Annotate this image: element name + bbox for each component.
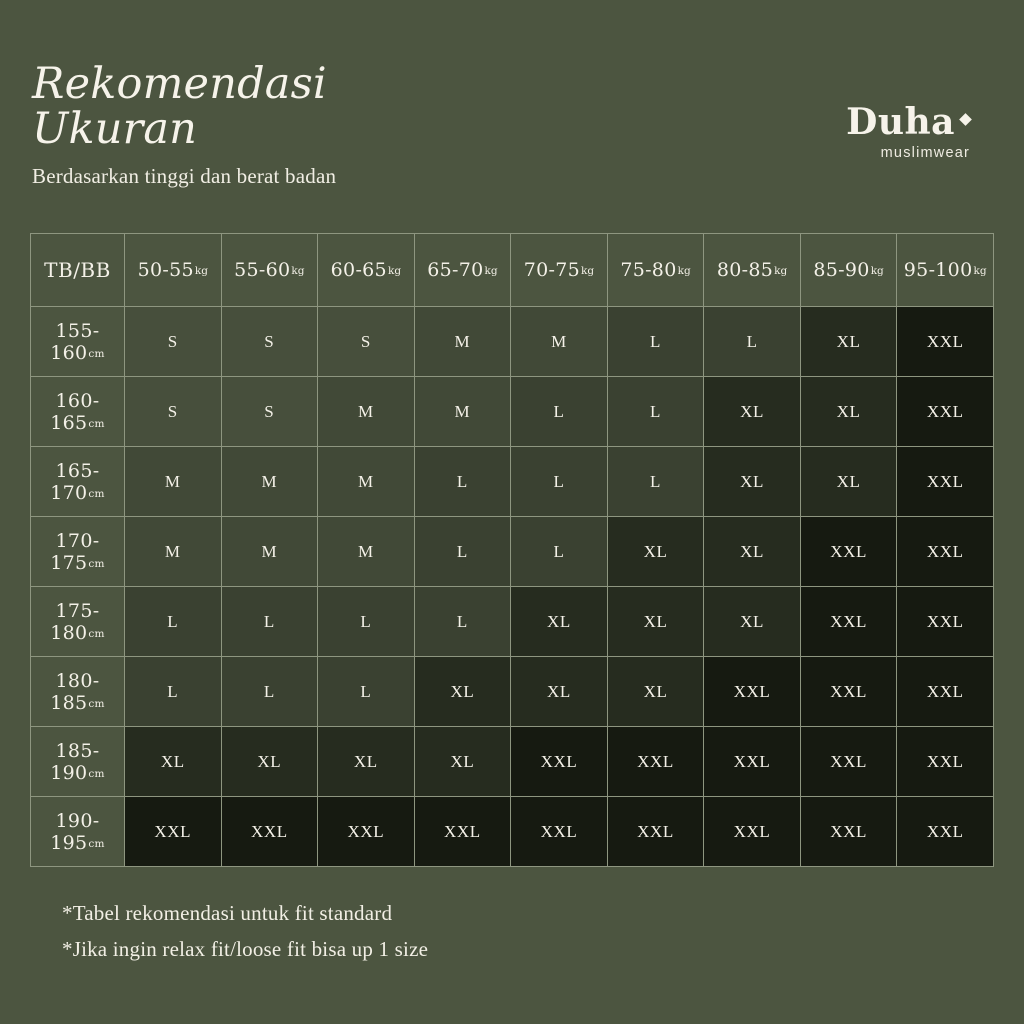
row-header-label: 155-160 [50, 319, 100, 364]
table-row [31, 727, 994, 797]
size-cell: L [414, 517, 511, 587]
size-cell: XXL [897, 727, 994, 797]
size-cell: L [607, 307, 704, 377]
size-cell: S [221, 377, 318, 447]
size-cell: S [318, 307, 415, 377]
size-cell: L [511, 517, 608, 587]
column-header-weight [221, 234, 318, 307]
size-cell: XXL [607, 797, 704, 867]
size-cell: M [318, 377, 415, 447]
size-cell: XXL [800, 797, 897, 867]
column-header-label: 95-100 [903, 259, 973, 282]
size-cell: XL [221, 727, 318, 797]
row-header-height [31, 727, 125, 797]
size-cell: XL [125, 727, 222, 797]
column-header-unit: kg [774, 265, 788, 278]
footnote: *Jika ingin relax fit/loose fit bisa up 1 size [62, 937, 429, 962]
table-row [31, 447, 994, 517]
table-header [31, 234, 994, 307]
column-header-unit: kg [973, 265, 987, 278]
row-header-height [31, 797, 125, 867]
page-title: Rekomendasi Ukuran [32, 59, 327, 155]
size-cell: XXL [318, 797, 415, 867]
size-cell: XXL [800, 587, 897, 657]
size-cell: XXL [897, 377, 994, 447]
size-cell: M [414, 307, 511, 377]
row-header-unit: cm [88, 417, 105, 430]
size-cell: L [511, 447, 608, 517]
size-cell: L [607, 377, 704, 447]
size-cell: XXL [800, 517, 897, 587]
row-header-height [31, 587, 125, 657]
size-cell: XL [414, 727, 511, 797]
row-header-label: 165-170 [50, 459, 100, 504]
row-header-label: 175-180 [50, 599, 100, 644]
size-cell: M [511, 307, 608, 377]
size-cell: XL [511, 587, 608, 657]
size-cell: XXL [511, 727, 608, 797]
row-header-unit: cm [88, 347, 105, 360]
column-header-weight [704, 234, 801, 307]
row-header-unit: cm [88, 627, 105, 640]
footnote: *Tabel rekomendasi untuk fit standard [62, 901, 393, 926]
column-header-weight [414, 234, 511, 307]
size-cell: XXL [125, 797, 222, 867]
row-header-label: 180-185 [50, 669, 100, 714]
size-cell: M [221, 447, 318, 517]
size-cell: L [221, 657, 318, 727]
column-header-unit: kg [387, 265, 402, 278]
column-header-label: 70-75 [523, 259, 581, 282]
table-row [31, 307, 994, 377]
size-cell: L [318, 657, 415, 727]
brand-name-text: Duha [846, 101, 955, 143]
table-row [31, 657, 994, 727]
size-cell: XXL [511, 797, 608, 867]
size-cell: S [125, 377, 222, 447]
brand-logo [846, 62, 992, 161]
row-header-unit: cm [88, 837, 105, 850]
size-cell: M [125, 447, 222, 517]
brand-name [846, 101, 970, 143]
size-cell: M [125, 517, 222, 587]
size-cell: XXL [800, 727, 897, 797]
row-header-label: 190-195 [50, 809, 100, 854]
size-cell: L [607, 447, 704, 517]
row-header-unit: cm [88, 767, 105, 780]
column-header-weight [511, 234, 608, 307]
column-header-unit: kg [291, 265, 305, 278]
size-cell: XL [800, 377, 897, 447]
column-header-label: 65-70 [427, 259, 484, 282]
column-header-label: 55-60 [234, 259, 291, 282]
size-cell: XXL [704, 797, 801, 867]
size-recommendation-table [30, 233, 994, 867]
diamond-icon [959, 113, 972, 126]
size-cell: L [125, 587, 222, 657]
size-cell: XL [414, 657, 511, 727]
size-cell: L [318, 587, 415, 657]
column-header-weight [125, 234, 222, 307]
column-header-unit: kg [194, 265, 208, 278]
table-row [31, 797, 994, 867]
size-cell: XXL [607, 727, 704, 797]
size-cell: M [318, 447, 415, 517]
size-cell: XL [318, 727, 415, 797]
size-cell: L [511, 377, 608, 447]
size-cell: XL [704, 377, 801, 447]
column-header-unit: kg [484, 265, 498, 278]
brand-tagline: muslimwear [880, 145, 970, 161]
size-cell: M [221, 517, 318, 587]
row-header-unit: cm [88, 487, 105, 500]
row-header-height [31, 447, 125, 517]
row-header-unit: cm [88, 557, 105, 570]
column-header-unit: kg [581, 265, 595, 278]
row-header-height [31, 657, 125, 727]
column-header-label: 75-80 [620, 259, 677, 282]
table-row [31, 517, 994, 587]
row-header-unit: cm [88, 697, 105, 710]
column-header-unit: kg [677, 265, 691, 278]
size-cell: XXL [897, 797, 994, 867]
table-row [31, 587, 994, 657]
size-cell: XL [607, 657, 704, 727]
size-cell: XXL [704, 727, 801, 797]
size-cell: XL [800, 447, 897, 517]
size-cell: XL [511, 657, 608, 727]
size-cell: XL [704, 517, 801, 587]
size-cell: M [414, 377, 511, 447]
row-header-height [31, 307, 125, 377]
size-cell: XXL [897, 307, 994, 377]
row-header-height [31, 377, 125, 447]
size-cell: XXL [704, 657, 801, 727]
size-cell: M [318, 517, 415, 587]
size-cell: S [221, 307, 318, 377]
row-header-height [31, 517, 125, 587]
size-cell: L [221, 587, 318, 657]
column-header-weight [318, 234, 415, 307]
size-cell: XXL [897, 447, 994, 517]
size-cell: L [704, 307, 801, 377]
column-header-weight [800, 234, 897, 307]
size-cell: L [125, 657, 222, 727]
size-cell: XXL [221, 797, 318, 867]
column-header-label: 85-90 [813, 259, 870, 282]
size-cell: XXL [897, 517, 994, 587]
size-cell: XL [704, 587, 801, 657]
table-corner-label: TB/BB [31, 234, 125, 307]
table-body [31, 307, 994, 867]
column-header-weight [897, 234, 994, 307]
column-header-unit: kg [870, 265, 884, 278]
size-cell: L [414, 447, 511, 517]
size-cell: XXL [897, 587, 994, 657]
table-row [31, 377, 994, 447]
size-cell: XXL [897, 657, 994, 727]
size-cell: XL [704, 447, 801, 517]
size-cell: XL [800, 307, 897, 377]
row-header-label: 170-175 [50, 529, 100, 574]
row-header-label: 185-190 [50, 739, 100, 784]
column-header-label: 60-65 [330, 259, 387, 282]
page-subtitle: Berdasarkan tinggi dan berat badan [32, 164, 337, 189]
column-header-label: 50-55 [137, 259, 194, 282]
size-cell: XL [607, 587, 704, 657]
header [30, 59, 994, 189]
table-header-row [31, 234, 994, 307]
size-cell: L [414, 587, 511, 657]
size-cell: XL [607, 517, 704, 587]
column-header-weight [607, 234, 704, 307]
size-cell: XXL [800, 657, 897, 727]
size-cell: XXL [414, 797, 511, 867]
row-header-label: 160-165 [50, 389, 100, 434]
footnotes [30, 901, 994, 962]
size-cell: S [125, 307, 222, 377]
title-block [32, 59, 337, 189]
column-header-label: 80-85 [716, 259, 774, 282]
